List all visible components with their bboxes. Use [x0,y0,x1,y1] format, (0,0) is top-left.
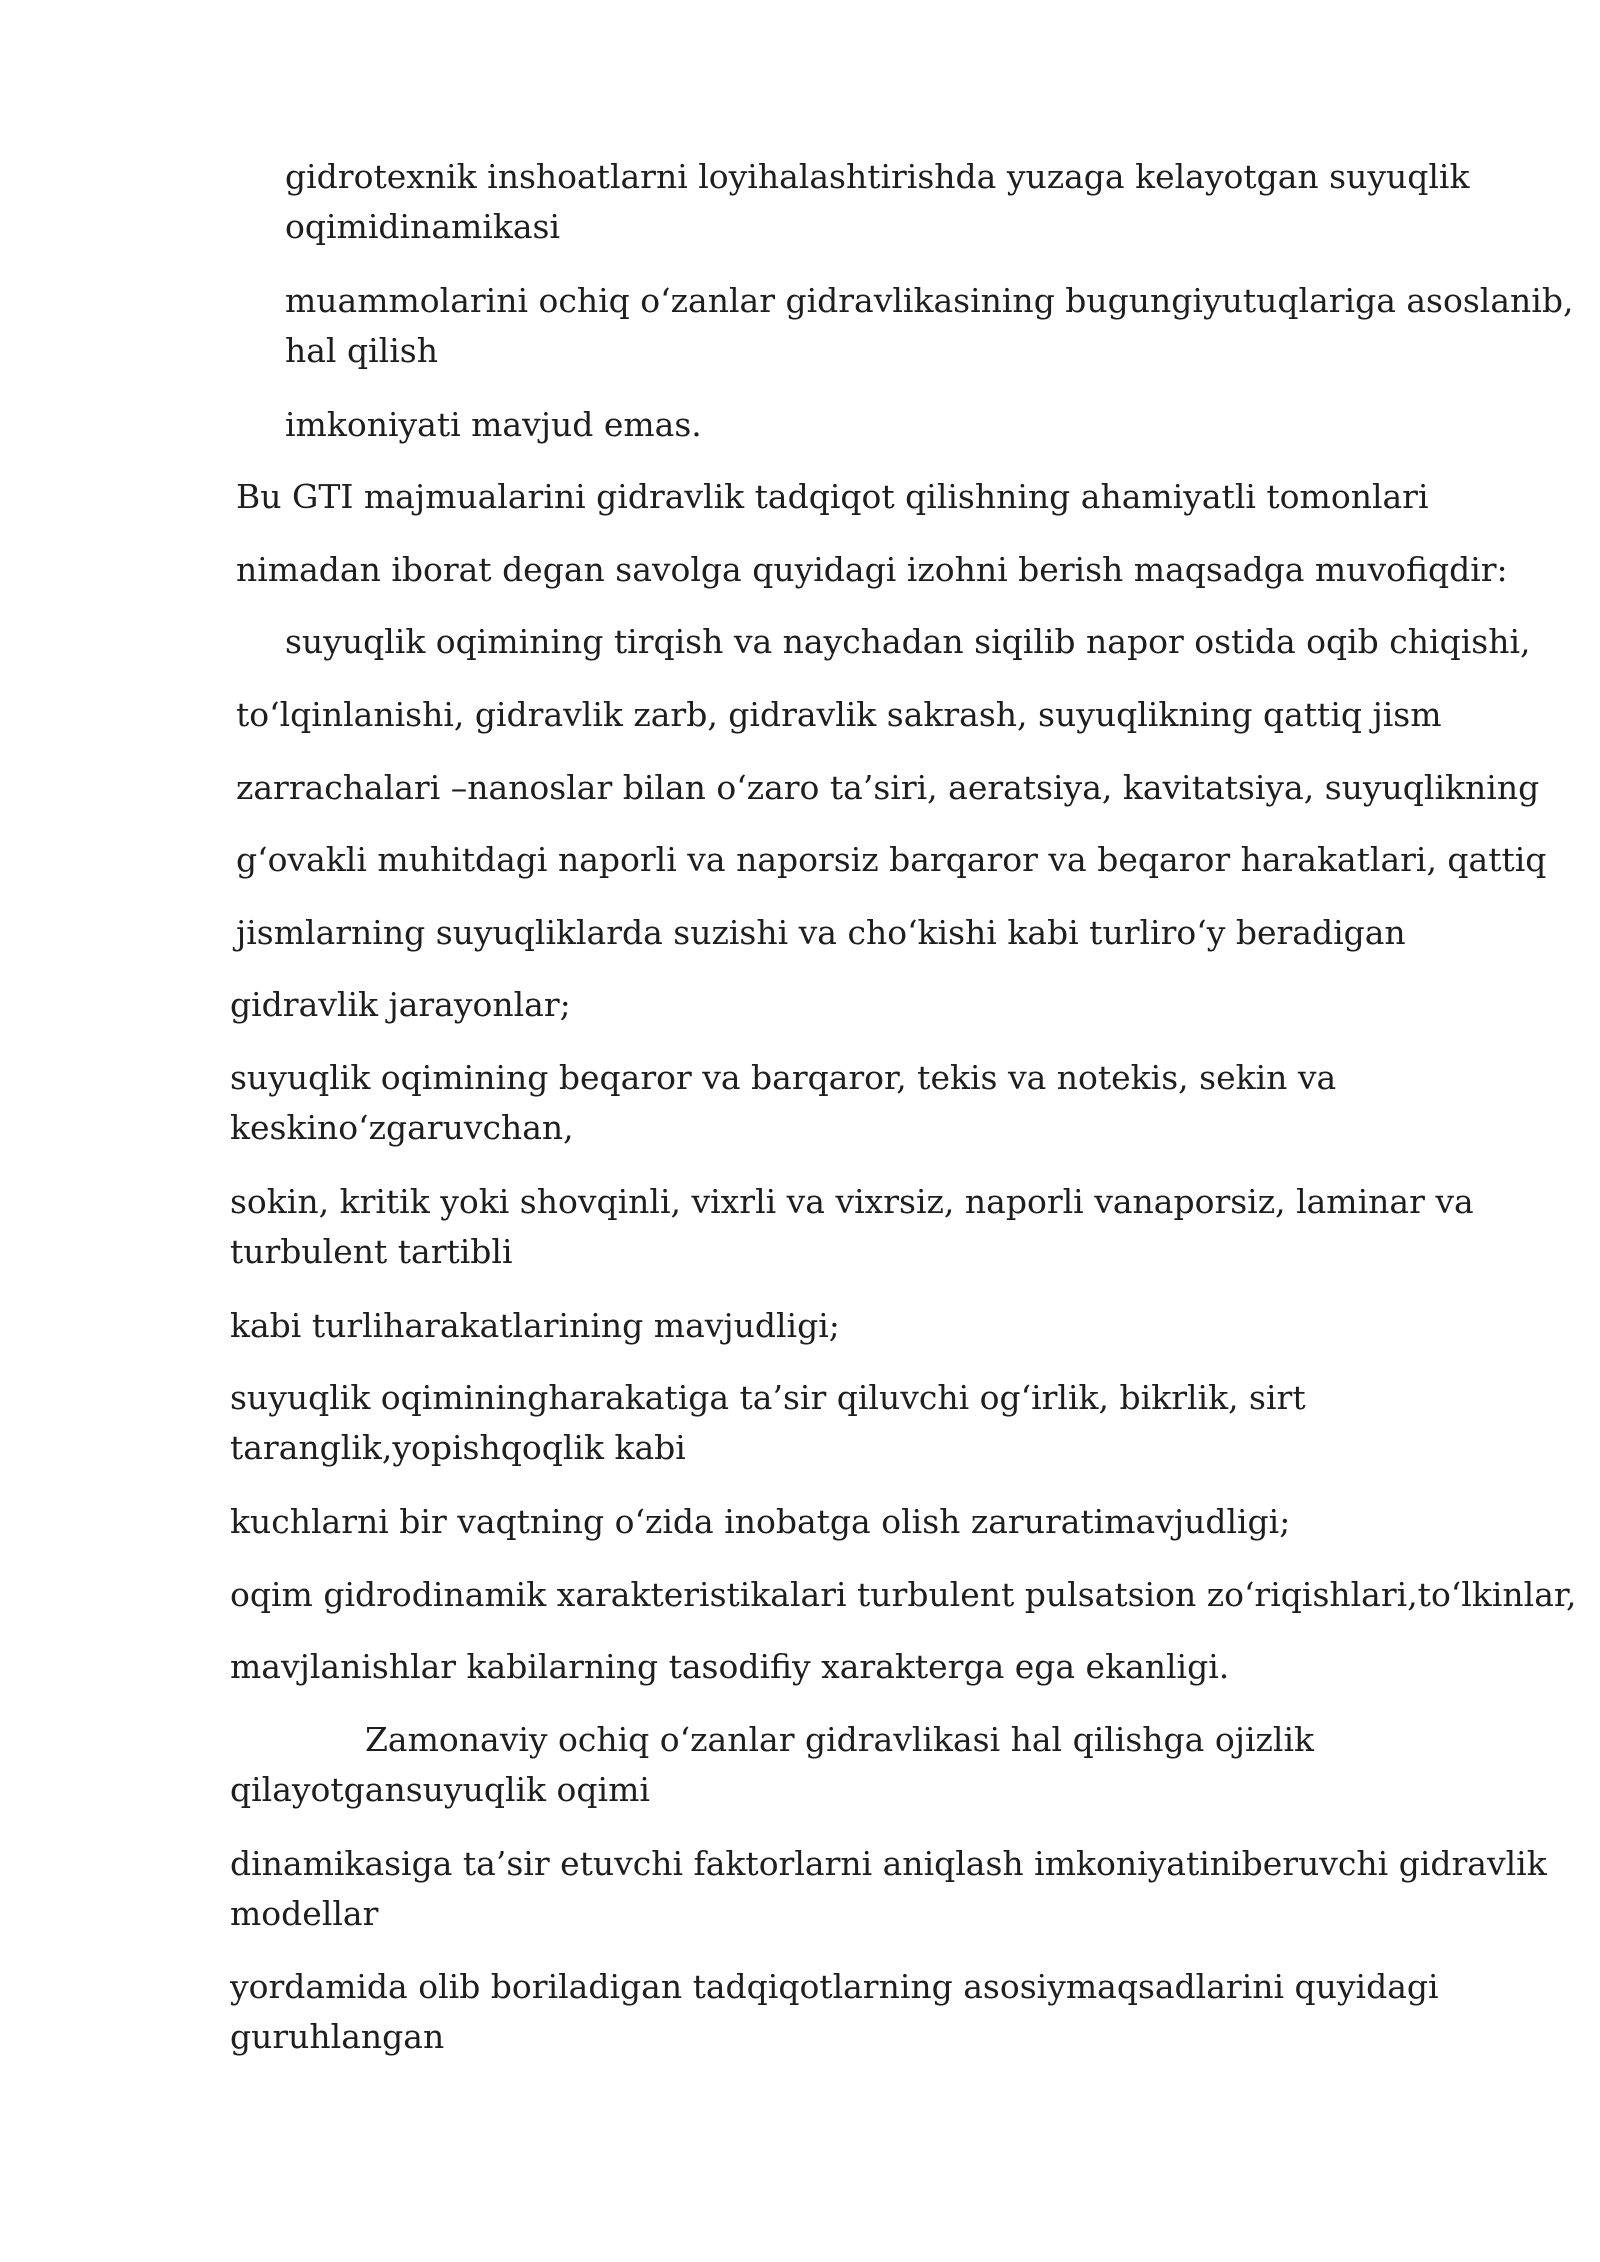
text-line: guruhlangan [230,2017,445,2056]
paragraph [230,1373,1306,1473]
text-line: Zamonaviy ochiq o‘zanlar gidravlikasi hal qilishga ojizlik [365,1720,1314,1759]
text-line: turbulent tartibli [230,1232,513,1271]
paragraph [236,763,1539,813]
paragraph [236,690,1442,740]
text-line: jismlarning suyuqliklarda suzishi va cho‘kishi kabi turliro‘y beradigan [236,913,1406,952]
text-line: gidravlik jarayonlar; [230,985,571,1024]
paragraph [230,1839,1547,1939]
paragraph [230,1642,1229,1692]
text-line: qilayotgansuyuqlik oqimi [230,1770,650,1809]
paragraph [236,545,1508,595]
paragraph [236,908,1406,958]
text-line: kuchlarni bir vaqtning o‘zida inobatga olish zaruratimavjudligi; [230,1502,1291,1541]
paragraph [230,1053,1336,1153]
text-line: zarrachalari –nanoslar bilan o‘zaro ta’siri, aeratsiya, kavitatsiya, suyuqlikning [236,768,1540,807]
paragraph [230,980,571,1030]
text-line: Bu GTI majmualarini gidravlik tadqiqot qilishning ahamiyatli tomonlari [236,477,1429,516]
paragraph [285,276,1573,376]
paragraph [285,400,702,450]
text-line: dinamikasiga ta’sir etuvchi faktorlarni aniqlash imkoniyatiniberuvchi gidravlik [230,1844,1547,1883]
paragraph [285,617,1531,667]
paragraph [230,1497,1290,1547]
text-line: hal qilish [285,331,438,370]
text-line: suyuqlik oqimining beqaror va barqaror, tekis va notekis, sekin va [230,1058,1337,1097]
paragraph [230,1715,1314,1815]
paragraph [236,835,1546,885]
text-line: sokin, kritik yoki shovqinli, vixrli va vixrsiz, naporli vanaporsiz, laminar va [230,1182,1474,1221]
text-line: to‘lqinlanishi, gidravlik zarb, gidravlik sakrash, suyuqlikning qattiq jism [236,695,1442,734]
text-line: yordamida olib boriladigan tadqiqotlarning asosiymaqsadlarini quyidagi [230,1967,1439,2006]
text-line: imkoniyati mavjud emas. [285,405,702,444]
paragraph [230,1962,1439,2062]
text-line: gidrotexnik inshoatlarni loyihalashtirishda yuzaga kelayotgan suyuqlik [285,157,1470,196]
text-line: taranglik,yopishqoqlik kabi [230,1428,686,1467]
paragraph [230,1177,1474,1277]
text-line: kabi turliharakatlarining mavjudligi; [230,1306,840,1345]
paragraph [230,1570,1577,1620]
text-line: muammolarini ochiq o‘zanlar gidravlikasining bugungiyutuqlariga asoslanib, [285,281,1574,320]
text-line: nimadan iborat degan savolga quyidagi izohni berish maqsadga muvofiqdir: [236,550,1508,589]
text-line: mavjlanishlar kabilarning tasodifiy xarakterga ega ekanligi. [230,1647,1230,1686]
text-line: oqim gidrodinamik xarakteristikalari turbulent pulsatsion zo‘riqishlari,to‘lkinlar, [230,1575,1577,1614]
text-line: modellar [230,1894,379,1933]
text-line: keskino‘zgaruvchan, [230,1108,574,1147]
text-line: oqimidinamikasi [285,207,561,246]
paragraph [285,152,1469,252]
paragraph [236,472,1429,522]
paragraph [230,1301,840,1351]
text-line: suyuqlik oqimining tirqish va naychadan siqilib napor ostida oqib chiqishi, [285,622,1531,661]
text-line: g‘ovakli muhitdagi naporli va naporsiz barqaror va beqaror harakatlari, qattiq [236,840,1547,879]
text-line: suyuqlik oqiminingharakatiga ta’sir qiluvchi og‘irlik, bikrlik, sirt [230,1378,1306,1417]
